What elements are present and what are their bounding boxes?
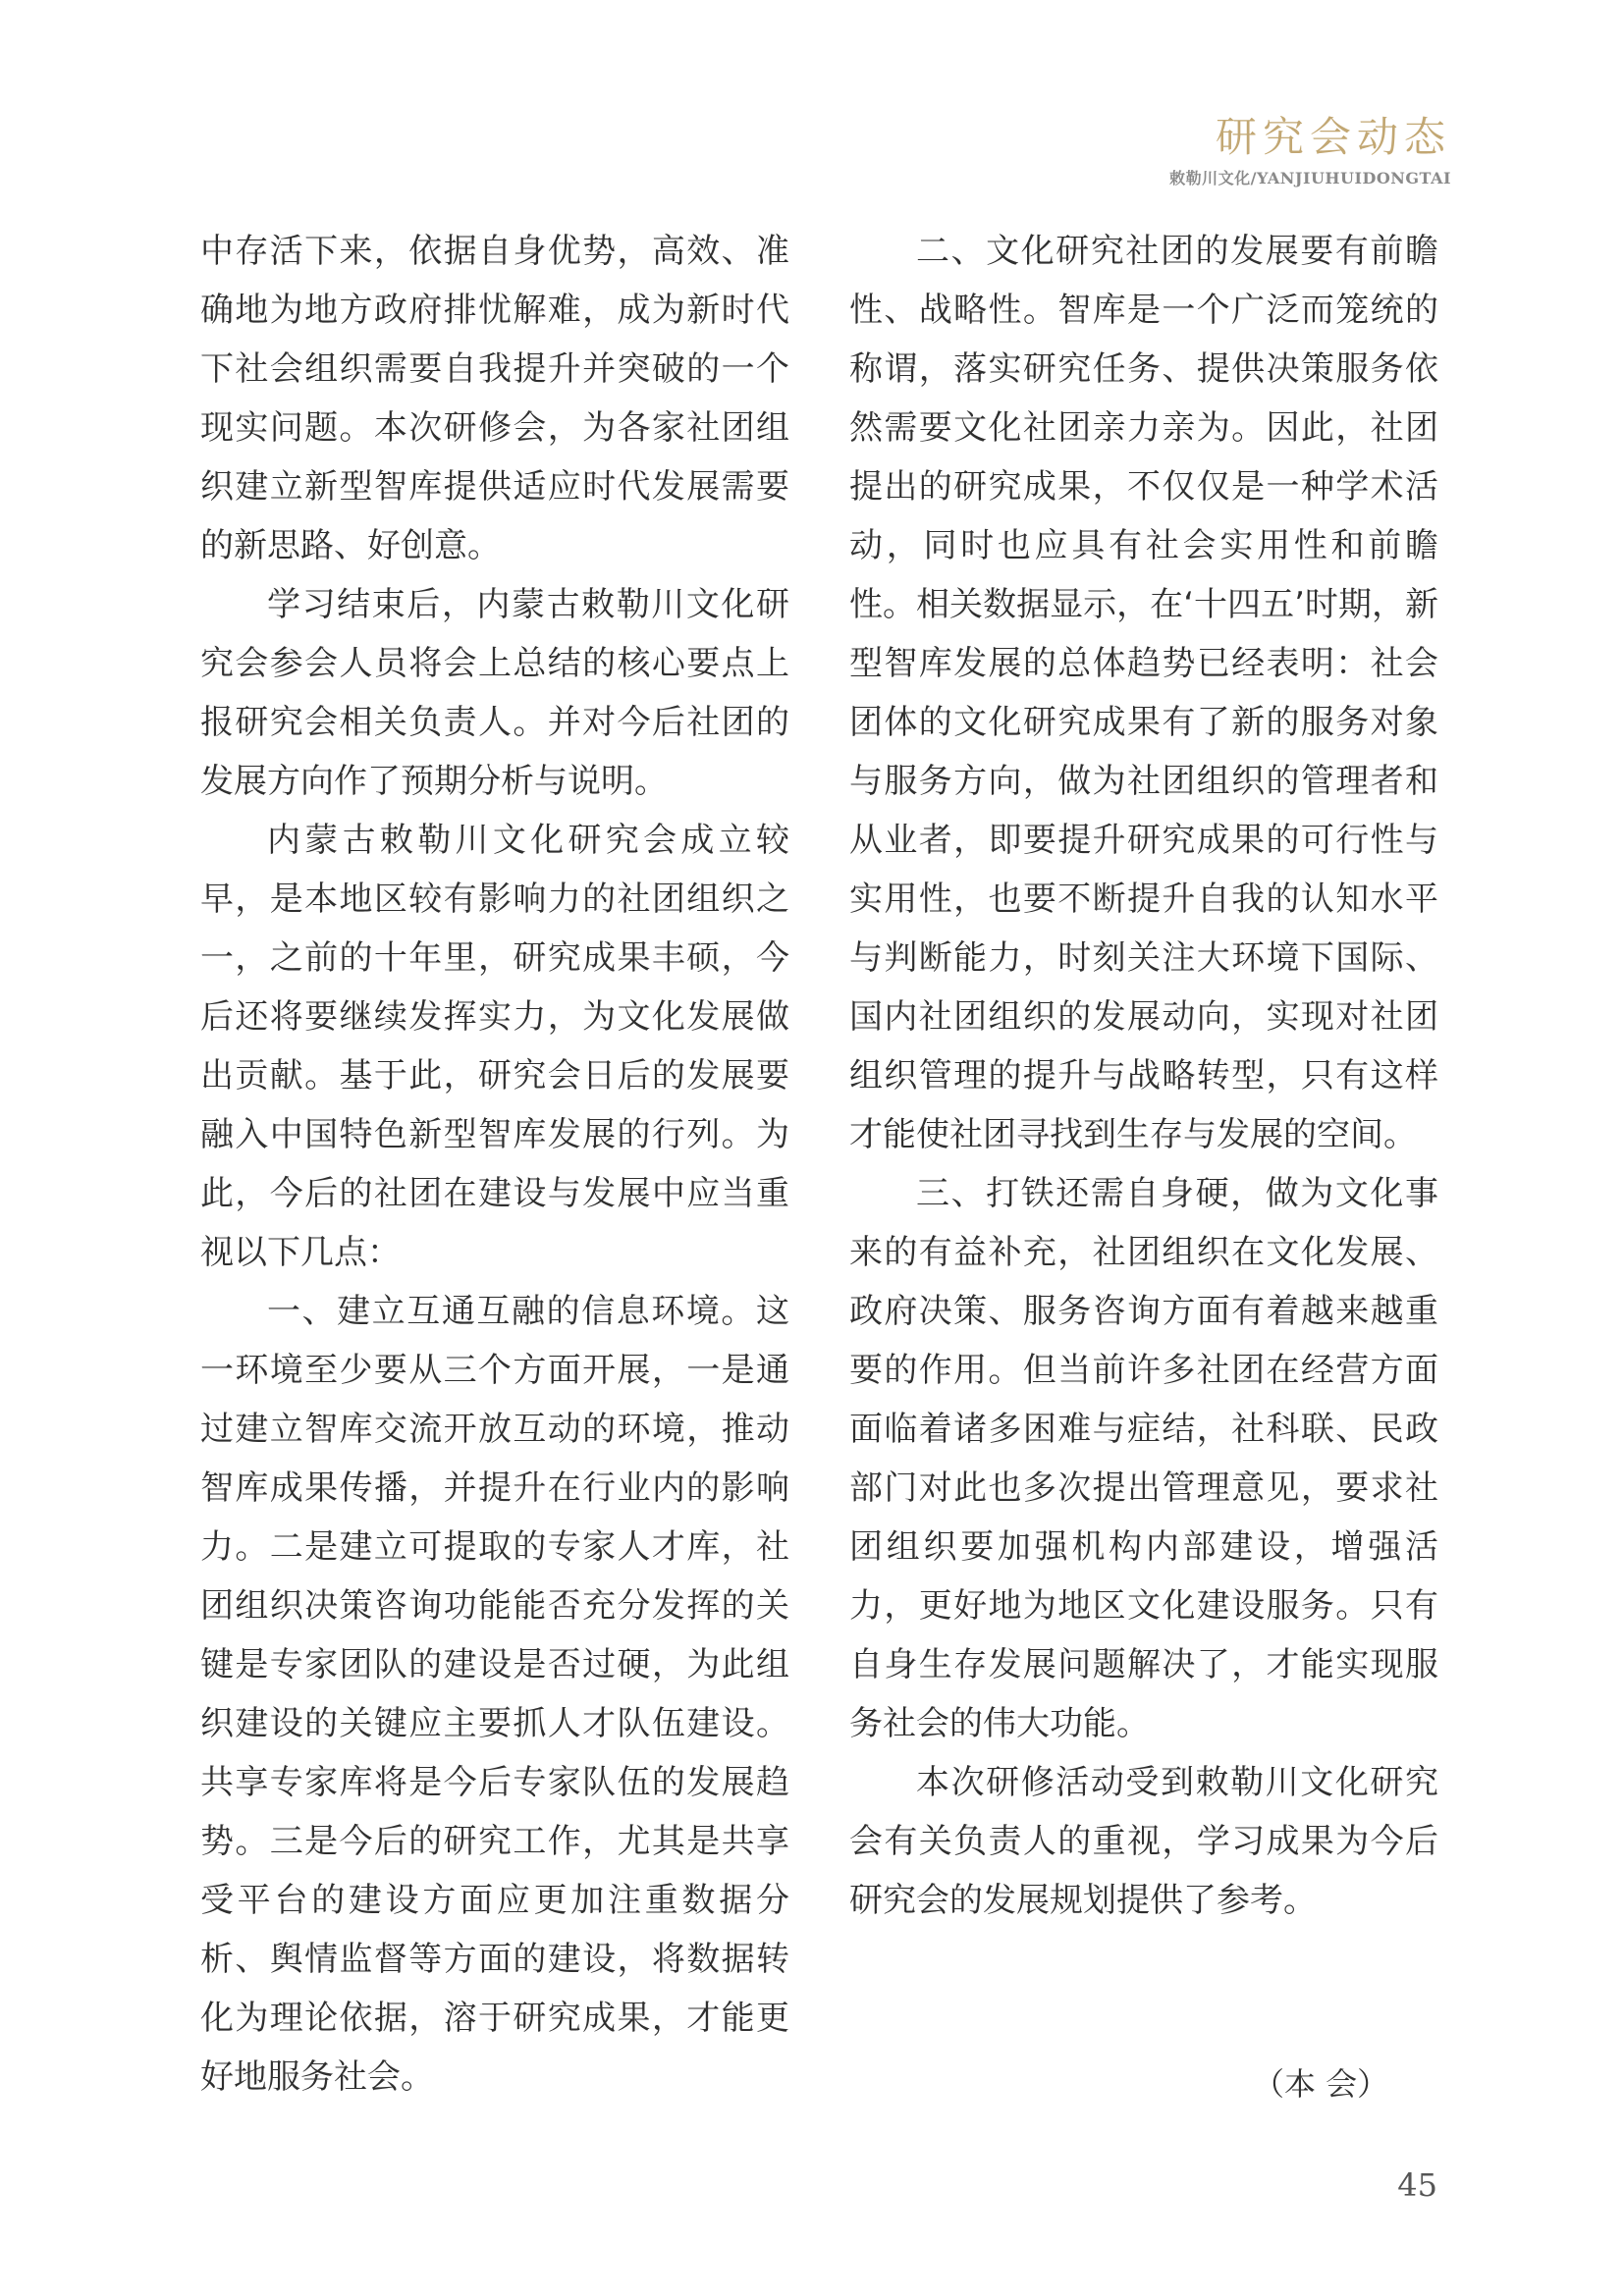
paragraph: 三、打铁还需自身硬，做为文化事来的有益补充，社团组织在文化发展、政府决策、服务咨询方面有着越来越重要的作用。但当前许多社团在经营方面面临着诸多困难与症结，社科联、民政部门对此也多次提出管理意见，要求社团组织要加强机构内部建设，增强活力，更好地为地区文化建设服务。只有自身生存发展问题解决了，才能实现服务社会的伟大功能。 xyxy=(849,1174,1438,1743)
paragraph: 一、建立互通互融的信息环境。这一环境至少要从三个方面开展，一是通过建立智库交流开放互动的环境，推动智库成果传播，并提升在行业内的影响力。二是建立可提取的专家人才库，社团组织决策咨询功能能否充分发挥的关键是专家团队的建设是否过硬，为此组织建设的关键应主要抓人才队伍建设。共享专家库将是今后专家队伍的发展趋势。三是今后的研究工作，尤其是共享受平台的建设方面应更加注重数据分析、舆情监督等方面的建设，将数据转化为理论依据，溶于研究成果，才能更好地服务社会。 xyxy=(200,1292,789,2097)
paragraph: 中存活下来，依据自身优势，高效、准确地为地方政府排忧解难，成为新时代下社会组织需要自我提升并突破的一个现实问题。本次研修会，为各家社团组织建立新型智库提供适应时代发展需要的新思路、好创意。 xyxy=(200,232,789,565)
paragraph: 二、文化研究社团的发展要有前瞻性、战略性。智库是一个广泛而笼统的称谓，落实研究任务、提供决策服务依然需要文化社团亲力亲为。因此，社团提出的研究成果，不仅仅是一种学术活动，同时也应具有社会实用性和前瞻性。相关数据显示，在‘十四五’时期，新型智库发展的总体趋势已经表明：社会团体的文化研究成果有了新的服务对象与服务方向，做为社团组织的管理者和从业者，即要提升研究成果的可行性与实用性，也要不断提升自我的认知水平与判断能力，时刻关注大环境下国际、国内社团组织的发展动向，实现对社团组织管理的提升与战略转型，只有这样才能使社团寻找到生存与发展的空间。 xyxy=(849,232,1438,1154)
author-signoff: （本 会） xyxy=(1253,2065,1389,2103)
running-header xyxy=(1169,114,1451,188)
page-number: 45 xyxy=(1397,2166,1437,2204)
right-column xyxy=(849,222,1438,1930)
paragraph: 本次研修活动受到敕勒川文化研究会有关负责人的重视，学习成果为今后研究会的发展规划提供了参考。 xyxy=(849,1763,1438,1920)
section-subtitle: 敕勒川文化/YANJIUHUIDONGTAI xyxy=(1169,169,1451,187)
paragraph: 内蒙古敕勒川文化研究会成立较早，是本地区较有影响力的社团组织之一，之前的十年里，研究成果丰硕，今后还将要继续发挥实力，为文化发展做出贡献。基于此，研究会日后的发展要融入中国特色新型智库发展的行列。为此，今后的社团在建设与发展中应当重视以下几点： xyxy=(200,821,789,1272)
section-title: 研究会动态 xyxy=(1215,113,1451,161)
paragraph: 学习结束后，内蒙古敕勒川文化研究会参会人员将会上总结的核心要点上报研究会相关负责人。并对今后社团的发展方向作了预期分析与说明。 xyxy=(200,585,789,801)
left-column xyxy=(200,222,789,2107)
